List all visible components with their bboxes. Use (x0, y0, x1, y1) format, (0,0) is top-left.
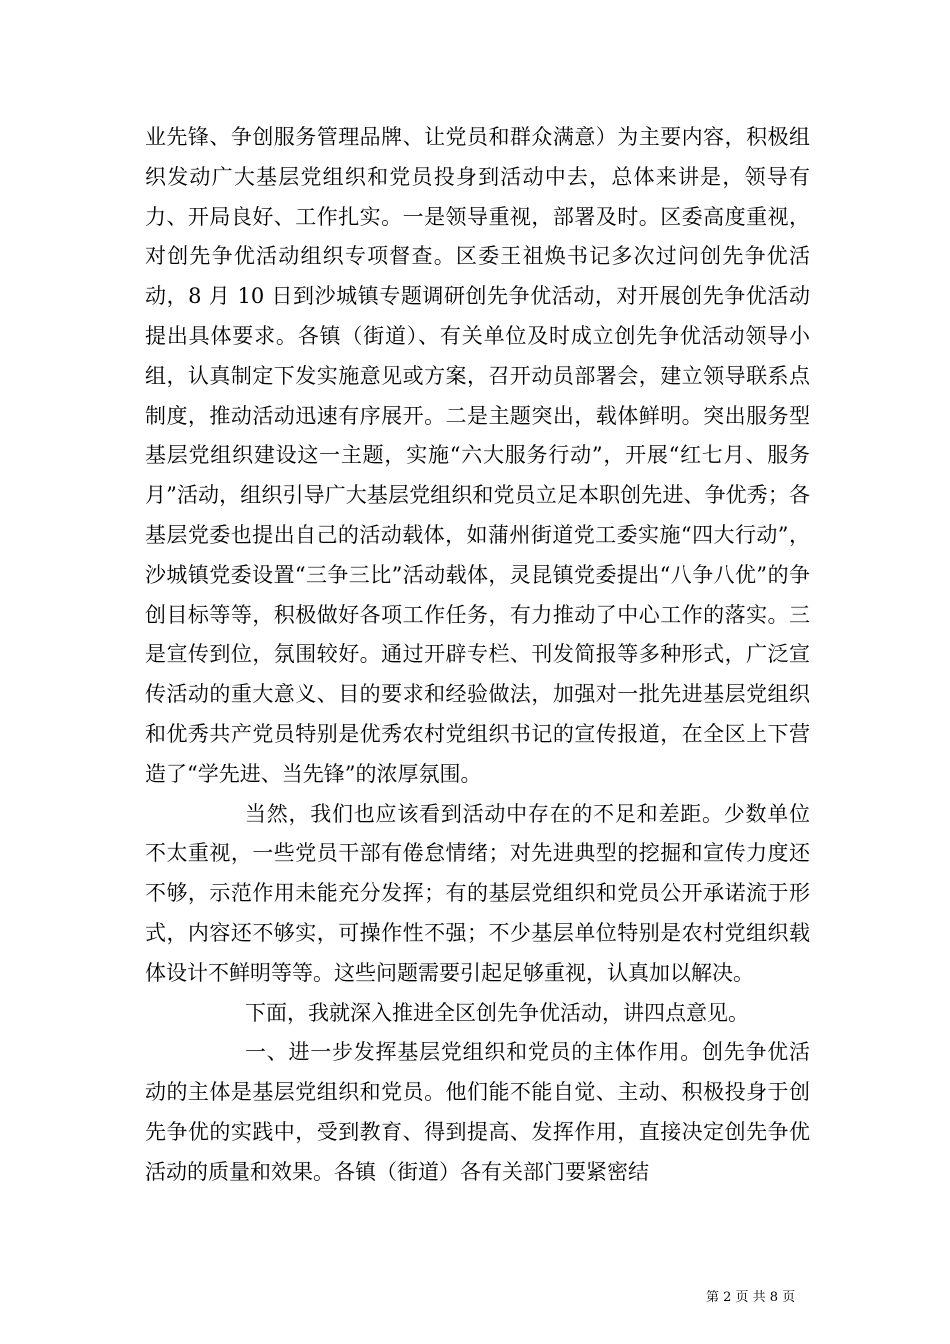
paragraph-1: 业先锋、争创服务管理品牌、让党员和群众满意）为主要内容，积极组织发动广大基层党组织和党员投身到活动中去，总体来讲是，领导有力、开局良好、工作扎实。一是领导重视，部署及时。区委高度重视，对创先争优活动组织专项督查。区委王祖焕书记多次过问创先争优活动，8 月 10 日到沙城镇专题调研创先争优活动，对开展创先争优活动提出具体要求。各镇（街道）、有关单位及时成立创先争优活动领导小组，认真制定下发实施意见或方案，召开动员部署会，建立领导联系点制度，推动活动迅速有序展开。二是主题突出，载体鲜明。突出服务型基层党组织建设这一主题，实施“六大服务行动”，开展“红七月、服务月”活动，组织引导广大基层党组织和党员立足本职创先进、争优秀；各基层党委也提出自己的活动载体，如蒲州街道党工委实施“四大行动”，沙城镇党委设置“三争三比”活动载体，灵昆镇党委提出“八争八优”的争创目标等等，积极做好各项工作任务，有力推动了中心工作的落实。三是宣传到位，氛围较好。通过开辟专栏、刊发简报等多种形式，广泛宣传活动的重大意义、目的要求和经验做法，加强对一批先进基层党组织和优秀共产党员特别是优秀农村党组织书记的宣传报道，在全区上下营造了“学先进、当先锋”的浓厚氛围。 (145, 125, 810, 786)
page-number-footer: 第 2 页 共 8 页 (706, 1290, 796, 1305)
paragraph-3: 下面，我就深入推进全区创先争优活动，讲四点意见。 (245, 1000, 749, 1025)
paragraph-4: 一、进一步发挥基层党组织和党员的主体作用。创先争优活动的主体是基层党组织和党员。他们能不能自觉、主动、积极投身于创先争优的实践中，受到教育、得到提高、发挥作用，直接决定创先争优活动的质量和效果。各镇（街道）各有关部门要紧密结 (145, 1040, 810, 1184)
paragraph-2: 当然，我们也应该看到活动中存在的不足和差距。少数单位不太重视，一些党员干部有倦怠情绪；对先进典型的挖掘和宣传力度还不够，示范作用未能充分发挥；有的基层党组织和党员公开承诺流于形式，内容还不够实，可操作性不强；不少基层单位特别是农村党组织载体设计不鲜明等等。这些问题需要引起足够重视，认真加以解决。 (145, 801, 810, 985)
document-body (145, 118, 810, 1193)
